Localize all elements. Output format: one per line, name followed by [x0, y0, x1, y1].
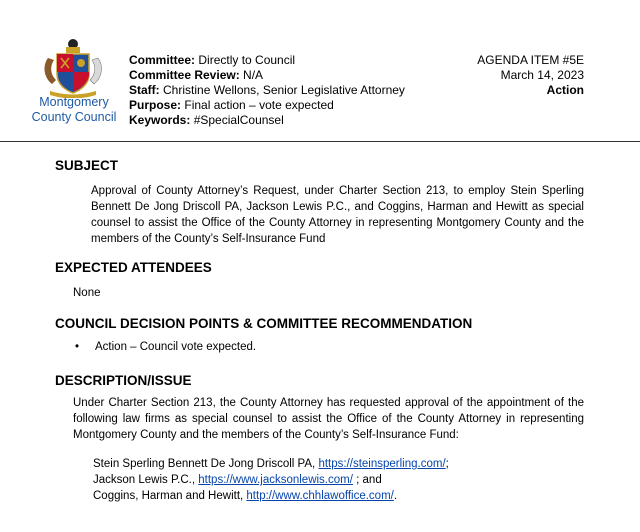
decision-bullet-text: Action – Council vote expected.: [95, 341, 257, 353]
firm-name: Stein Sperling Bennett De Jong Driscoll PA,: [93, 458, 319, 470]
description-text: Under Charter Section 213, the County Attorney has requested approval of the appointment of the following law firms as special counsel to assist the Office of the County Attorney in representing Montgomery County and the members of the County’s Self-Insurance Fund:: [73, 397, 584, 441]
subject-heading: SUBJECT: [55, 158, 119, 173]
firm-link[interactable]: https://steinsperling.com/: [318, 458, 446, 470]
review-value: N/A: [243, 68, 264, 82]
firm-suffix: ;: [445, 458, 449, 470]
keywords-label: Keywords:: [129, 113, 191, 127]
subject-text: Approval of County Attorney’s Request, under Charter Section 213, to employ Stein Sperling Bennett De Jong Driscoll PA, Jackson Lewis P.C., and Coggins, Harman and Hewitt as special counsel to assist the Office of the County Attorney in representing Montgomery County and the members of the County’s Self-Insurance Fund: [91, 185, 584, 245]
agenda-date: March 14, 2023: [500, 68, 584, 82]
committee-label: Committee:: [129, 53, 196, 67]
staff-label: Staff:: [129, 83, 160, 97]
committee-value: Directly to Council: [198, 53, 296, 67]
firm-item: [93, 474, 382, 486]
bullet-dot-icon: •: [75, 341, 80, 353]
firm-suffix: .: [393, 490, 398, 502]
staff-row: [129, 83, 405, 98]
firm-link[interactable]: http://www.chhlawoffice.com/: [246, 490, 394, 502]
attendees-heading: EXPECTED ATTENDEES: [55, 260, 212, 275]
review-label: Committee Review:: [129, 68, 240, 82]
firm-item: [93, 490, 397, 502]
council-name-line1: Montgomery: [39, 95, 109, 109]
description-heading: DESCRIPTION/ISSUE: [55, 373, 192, 388]
decision-bullet: [75, 341, 256, 353]
county-seal-logo: [38, 36, 108, 98]
agenda-status: Action: [546, 83, 584, 97]
council-name-line2: County Council: [31, 110, 117, 124]
purpose-label: Purpose:: [129, 98, 182, 112]
decision-heading: COUNCIL DECISION POINTS & COMMITTEE RECOMMENDATION: [55, 316, 473, 331]
review-row: [129, 68, 405, 83]
purpose-row: [129, 98, 405, 113]
header-divider: [0, 141, 640, 142]
firm-suffix: ; and: [352, 474, 382, 486]
agenda-info: [477, 53, 584, 98]
agenda-item-number: AGENDA ITEM #5E: [477, 53, 584, 67]
memo-meta: [129, 53, 405, 128]
keywords-row: [129, 113, 405, 128]
firm-name: Jackson Lewis P.C.,: [93, 474, 199, 486]
purpose-value: Final action – vote expected: [184, 98, 334, 112]
attendees-text: None: [73, 287, 101, 299]
keywords-value: #SpecialCounsel: [193, 113, 284, 127]
firm-link[interactable]: https://www.jacksonlewis.com/: [198, 474, 353, 486]
committee-row: [129, 53, 405, 68]
firm-item: [93, 458, 449, 470]
staff-value: Christine Wellons, Senior Legislative Attorney: [163, 83, 405, 97]
council-name: [30, 95, 118, 125]
firm-name: Coggins, Harman and Hewitt,: [93, 490, 247, 502]
